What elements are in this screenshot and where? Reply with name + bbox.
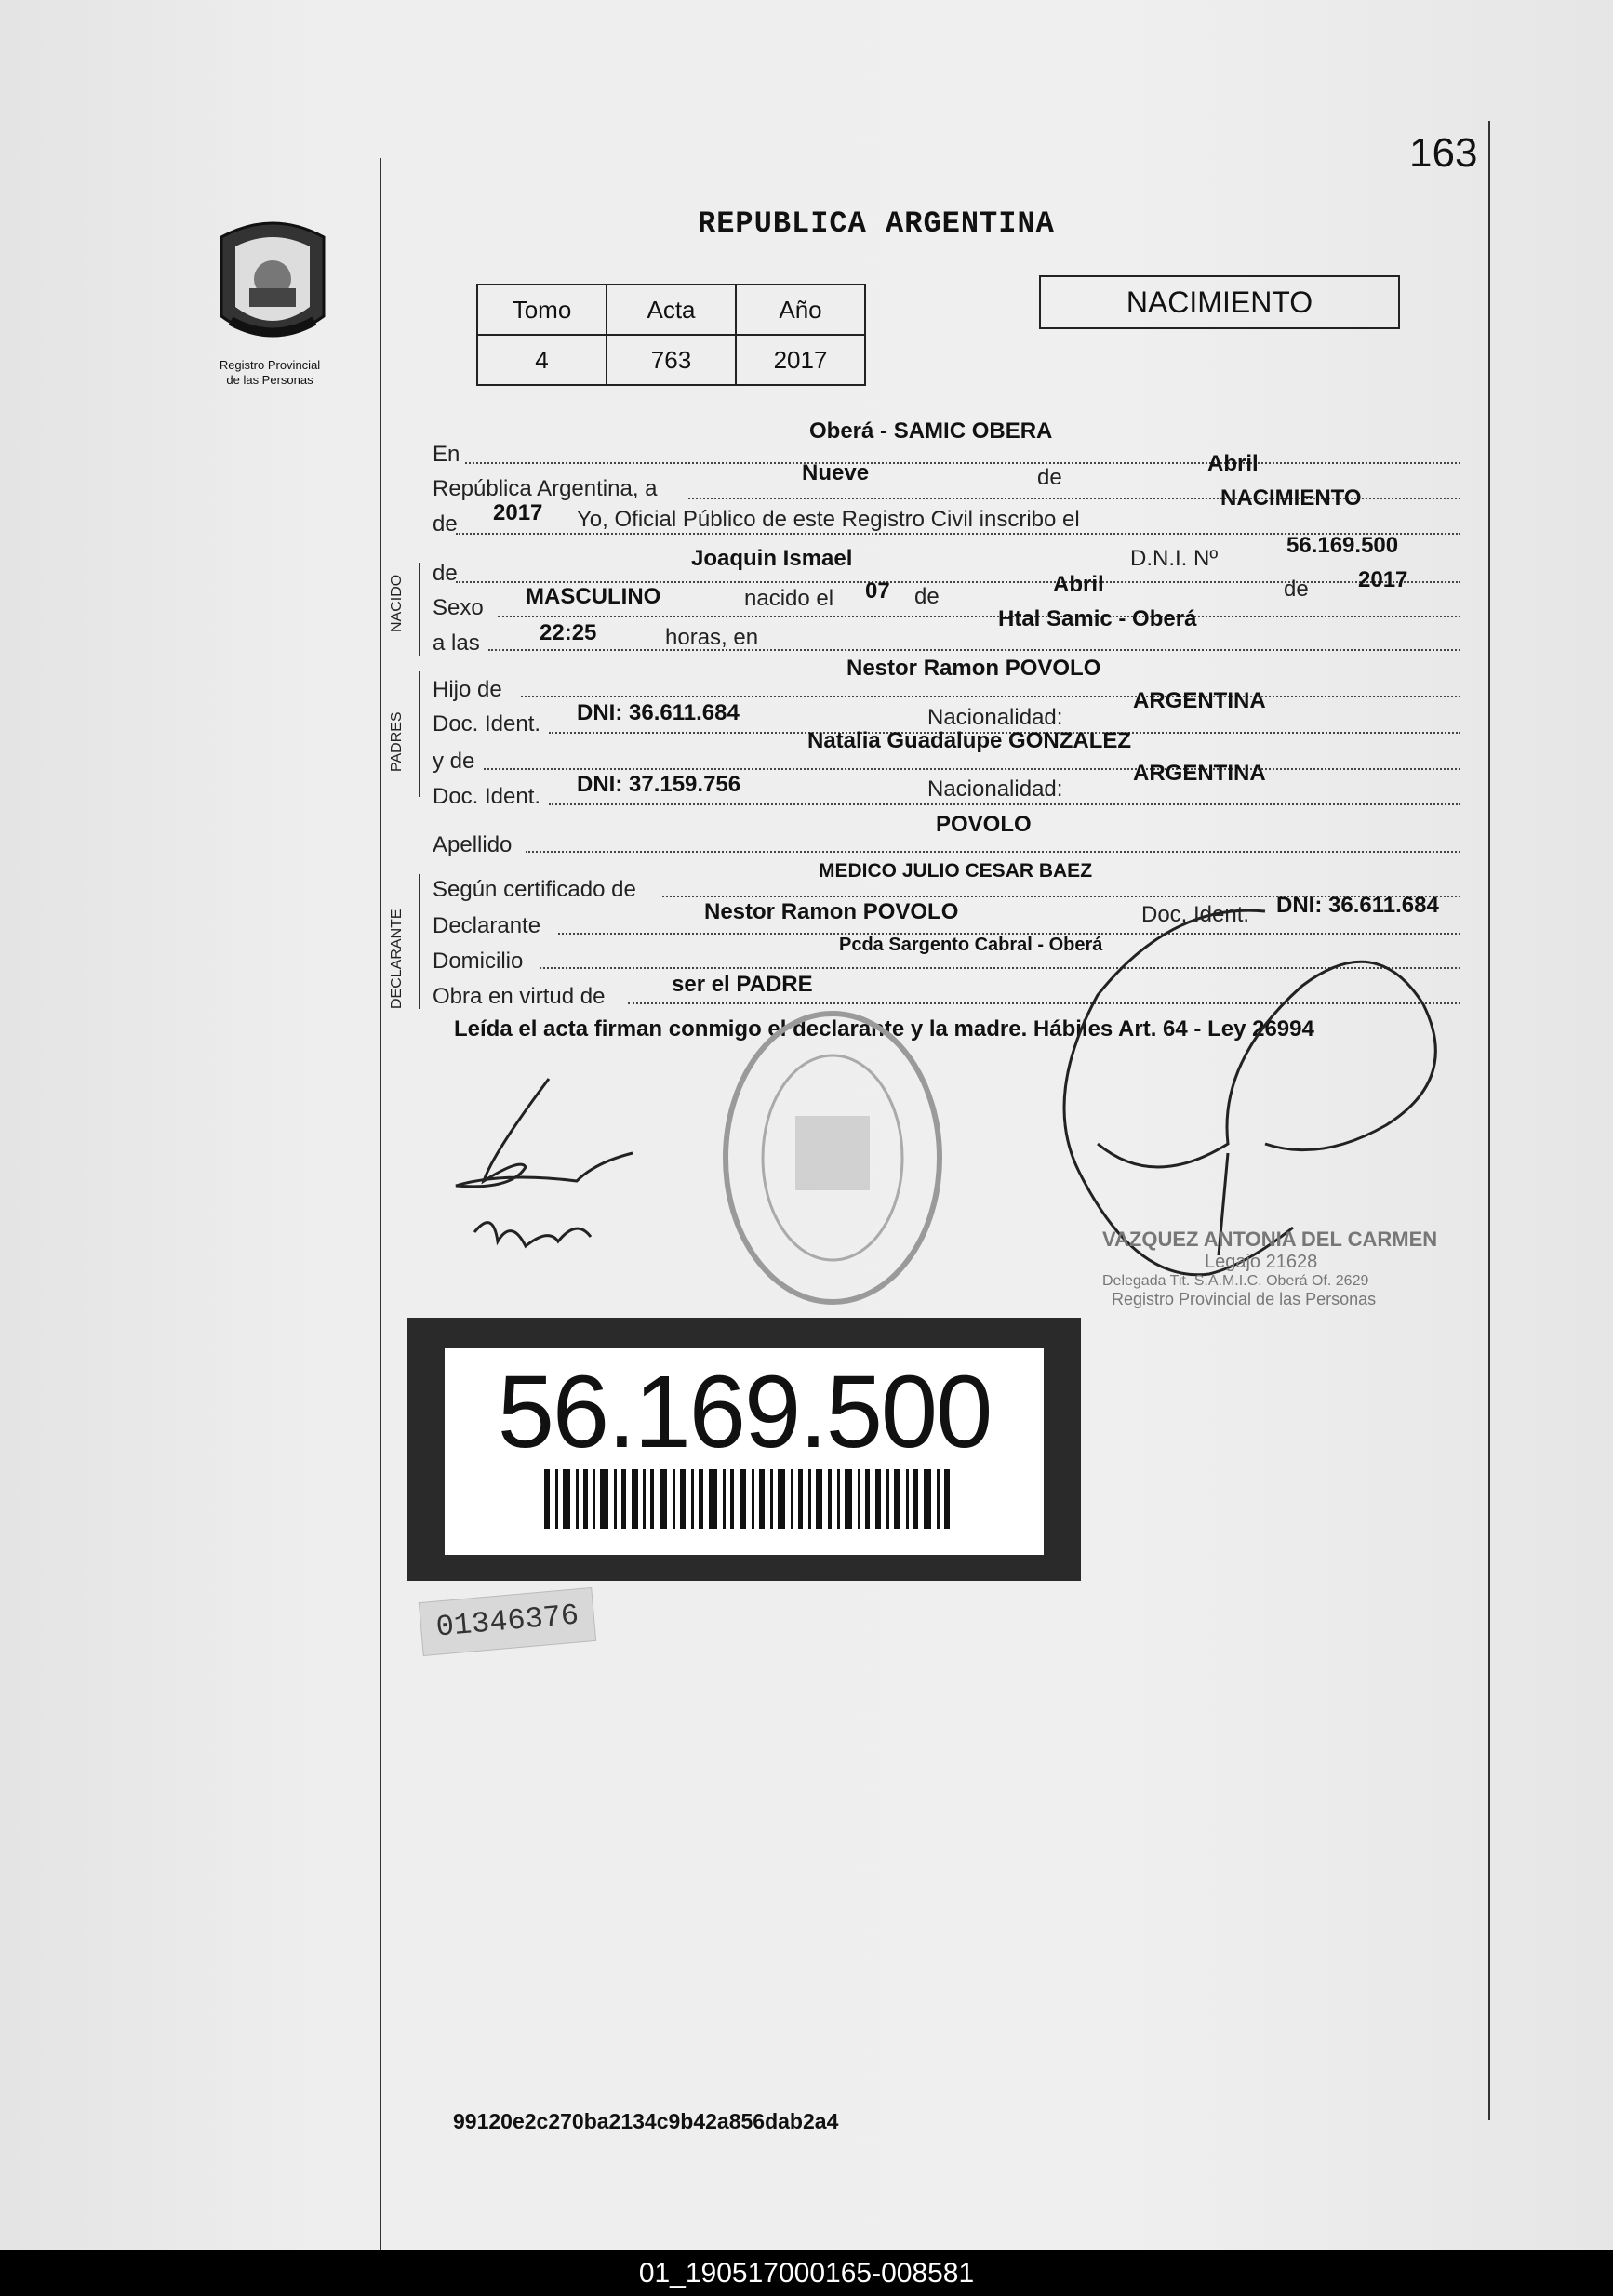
official-name: VAZQUEZ ANTONIA DEL CARMEN: [1102, 1228, 1438, 1251]
value-obra: ser el PADRE: [672, 972, 813, 997]
label-a-las: a las: [433, 630, 480, 656]
official-round-stamp: [716, 1004, 949, 1311]
label-doc-ident-madre: Doc. Ident.: [433, 784, 541, 809]
value-lugar: Oberá - SAMIC OBERA: [809, 418, 1053, 444]
value-declarante-doc: DNI: 36.611.684: [1276, 893, 1439, 918]
footer-file-id: 01_190517000165-008581: [0, 2250, 1613, 2296]
side-label-declarante: DECLARANTE: [389, 909, 405, 1009]
label-de-b1: de: [914, 584, 940, 609]
label-apellido: Apellido: [433, 832, 513, 857]
dots-en: [465, 462, 1460, 464]
label-doc-ident-declarante: Doc. Ident.: [1141, 902, 1250, 927]
value-dni: 56.169.500: [1286, 533, 1399, 558]
dots-apellido: [526, 851, 1460, 853]
value-sexo: MASCULINO: [526, 584, 661, 609]
value-lugar-nac: Htal Samic - Oberá: [998, 606, 1197, 631]
dots-name: [456, 581, 1460, 583]
logo-caption: [186, 358, 353, 388]
label-nacionalidad-padre: Nacionalidad:: [927, 705, 1063, 730]
document-title: REPUBLICA ARGENTINA: [698, 206, 1055, 241]
signature-declarante: [437, 1069, 651, 1283]
dots-a-las: [488, 649, 1460, 651]
value-apellido: POVOLO: [936, 812, 1032, 837]
official-registro: Registro Provincial de las Personas: [1112, 1290, 1377, 1308]
label-sexo: Sexo: [433, 595, 484, 620]
value-padre-doc: DNI: 36.611.684: [577, 700, 740, 725]
value-madre-nac: ARGENTINA: [1133, 761, 1266, 786]
side-label-nacido: NACIDO: [389, 574, 405, 632]
label-nacionalidad-madre: Nacionalidad:: [927, 776, 1063, 802]
value-hora: 22:25: [540, 620, 597, 645]
value-acto: NACIMIENTO: [1220, 485, 1362, 511]
label-yo: Yo, Oficial Público de este Registro Civil inscribo el: [577, 507, 1080, 532]
registry-header-tomo: Tomo: [477, 285, 607, 335]
label-domicilio: Domicilio: [433, 949, 524, 974]
barcode-bars: [544, 1469, 953, 1529]
label-obra: Obra en virtud de: [433, 984, 606, 1009]
closing-statement: Leída el acta firman conmigo el declarante y la madre. Hábiles Art. 64 - Ley 26994: [454, 1016, 1314, 1042]
official-text-stamp: [1102, 1228, 1437, 1309]
value-certificado: MEDICO JULIO CESAR BAEZ: [819, 860, 1093, 882]
label-horas-en: horas, en: [665, 625, 759, 650]
value-dia-nac: 07: [865, 578, 890, 604]
label-de-b2: de: [1284, 577, 1309, 602]
dots-y-de: [484, 768, 1460, 770]
label-en: En: [433, 442, 460, 467]
label-segun: Según certificado de: [433, 877, 636, 902]
label-hijo-de: Hijo de: [433, 677, 502, 702]
value-anio: 2017: [493, 500, 543, 525]
value-madre-doc: DNI: 37.159.756: [577, 772, 741, 797]
page-number: 163: [1409, 130, 1478, 176]
dots-hijo-de: [521, 696, 1460, 697]
document-hash: 99120e2c270ba2134c9b42a856dab2a4: [453, 2109, 839, 2133]
document-type-box: NACIMIENTO: [1039, 275, 1400, 329]
registry-header-acta: Acta: [607, 285, 736, 335]
registry-header-anio: Año: [736, 285, 865, 335]
label-de-name: de: [433, 561, 458, 586]
registry-value-tomo: 4: [477, 335, 607, 385]
registry-table: [476, 284, 866, 386]
label-y-de: y de: [433, 749, 475, 774]
declarante-bracket: [419, 874, 420, 1009]
official-delegada: Delegada Tit. S.A.M.I.C. Oberá Of. 2629: [1102, 1273, 1369, 1289]
value-mes: Abril: [1207, 451, 1259, 476]
value-nombre: Joaquin Ismael: [691, 546, 853, 571]
value-mes-nac: Abril: [1053, 572, 1104, 597]
registry-value-anio: 2017: [736, 335, 865, 385]
barcode-number: 56.169.500: [497, 1355, 992, 1469]
logo-caption-line2: de las Personas: [226, 373, 313, 387]
right-margin-line: [1488, 121, 1490, 2120]
serial-number-stamp: 01346376: [419, 1587, 596, 1656]
logo-caption-line1: Registro Provincial: [219, 358, 321, 372]
value-domicilio: Pcda Sargento Cabral - Oberá: [839, 935, 1103, 955]
official-legajo: Legajo 21628: [1205, 1252, 1318, 1272]
label-nacido-el: nacido el: [744, 586, 834, 611]
dots-doc-madre: [549, 803, 1460, 805]
value-declarante: Nestor Ramon POVOLO: [704, 899, 959, 924]
label-republica: República Argentina, a: [433, 476, 658, 501]
left-margin-line: [380, 158, 381, 2255]
dots-sexo: [498, 616, 1460, 617]
nacido-bracket: [419, 563, 420, 656]
value-madre: Natalia Guadalupe GONZALEZ: [807, 728, 1132, 753]
value-anio-nac: 2017: [1358, 567, 1408, 592]
value-dia: Nueve: [802, 460, 870, 485]
side-label-padres: PADRES: [389, 711, 405, 772]
province-seal-logo: [212, 214, 333, 353]
label-dni-no: D.N.I. Nº: [1130, 546, 1219, 571]
value-padre: Nestor Ramon POVOLO: [846, 656, 1101, 681]
padres-bracket: [419, 671, 420, 797]
label-declarante: Declarante: [433, 913, 541, 938]
label-de-month: de: [1037, 465, 1062, 490]
label-doc-ident-padre: Doc. Ident.: [433, 711, 541, 737]
label-de-year: de: [433, 511, 458, 537]
value-padre-nac: ARGENTINA: [1133, 688, 1266, 713]
registry-value-acta: 763: [607, 335, 736, 385]
